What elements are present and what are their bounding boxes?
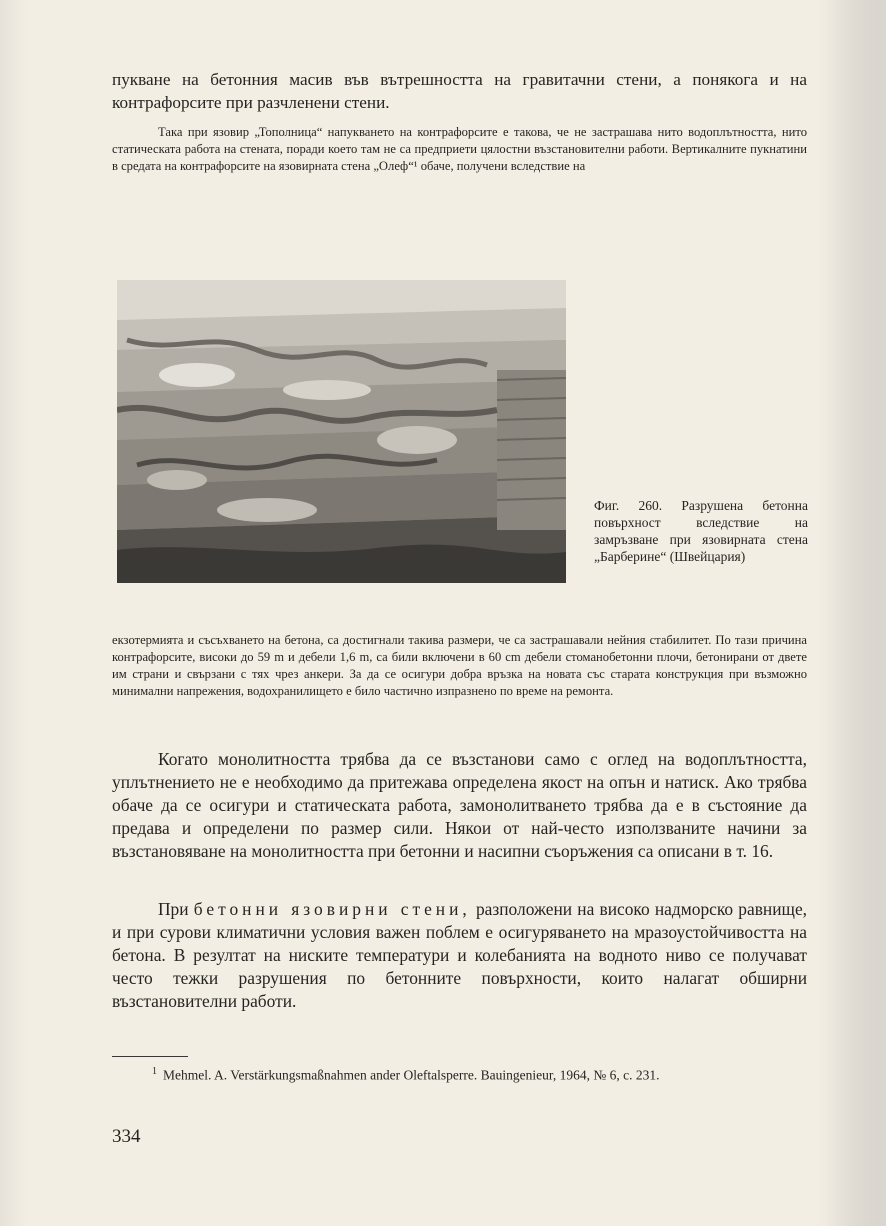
lead-text: пукване на бетонния масив във вътрешността на гравитачни стени, а понякога и на контрафорсите при разчленени стени. (112, 70, 807, 112)
page-number: 334 (112, 1126, 141, 1147)
footnote (112, 1063, 807, 1084)
footnote-divider (112, 1056, 188, 1057)
footnote-number: 1 (152, 1066, 157, 1077)
body-paragraph-2-rest: разположени на високо надморско равнище, и при сурови климатични условия важен поблем е осигуряването на мразоустойчивостта на бетона. В резултат на ниските температури и колебанията на водното ниво се получават често тежки разрушения по бетонните повърхности, които налагат обширни възстановителни работи. (112, 899, 808, 1011)
small-paragraph-2-text: екзотермията и съсъхването на бетона, са достигнали такива размери, че са застрашавали нейния стабилитет. По тази причина контрафорсите, високи до 59 m и дебели 1,6 m, са били включени в 60 cm дебели стоманобетонни плочи, бетонирани от двете им страни и свързани с тях чрез анкери. За да се осигури добра връзка на новата със старата конструкция при възможно минимални напрежения, водохранилището е било частично изпразнено по време на ремонта. (112, 633, 807, 698)
body-paragraph-1 (112, 748, 807, 863)
body-paragraph-2-spaced-term: бетонни язовирни стени, (193, 899, 471, 919)
body-paragraph-2 (112, 898, 807, 1013)
body-paragraph-1-text: Когато монолитността трябва да се възстанови само с оглед на водоплътността, уплътнението не е необходимо да притежава определена якост на опън и натиск. Ако трябва обаче да се осигури и статическата работа, замонолитването трябва да е в състояние да предава и определени по размер сили. Някои от най-често използваните начини за възстановяване на монолитността при бетонни и насипни съоръжения са описани в т. 16. (112, 749, 807, 861)
figure-photo (117, 280, 566, 583)
dam-surface-photo (117, 280, 566, 583)
figure-caption: Фиг. 260. Разрушена бетонна повърхност вследствие на замръзване при язовирната стена „Барберине“ (Швейцария) (594, 498, 808, 564)
small-paragraph-2 (112, 632, 807, 700)
body-paragraph-2-lead: При (158, 899, 189, 919)
body-paragraph-2-text (112, 898, 807, 1013)
page-edge-shadow (826, 0, 886, 1226)
small-paragraph-1 (112, 124, 807, 175)
footnote-text: Mehmel. A. Verstärkungsmaßnahmen ander Oleftalsperre. Bauingenieur, 1964, № 6, с. 231. (163, 1067, 660, 1083)
small-paragraph-1-text: Така при язовир „Тополница“ напукването на контрафорсите е такова, че не застрашава нито водоплътността, нито статическата работа на стената, поради което там не са предприети цялостни възстановителни работи. Вертикалните пукнатини в средата на контрафорсите на язовирната стена „Олеф“¹ обаче, получени вследствие на (112, 125, 807, 173)
lead-paragraph (112, 68, 807, 114)
